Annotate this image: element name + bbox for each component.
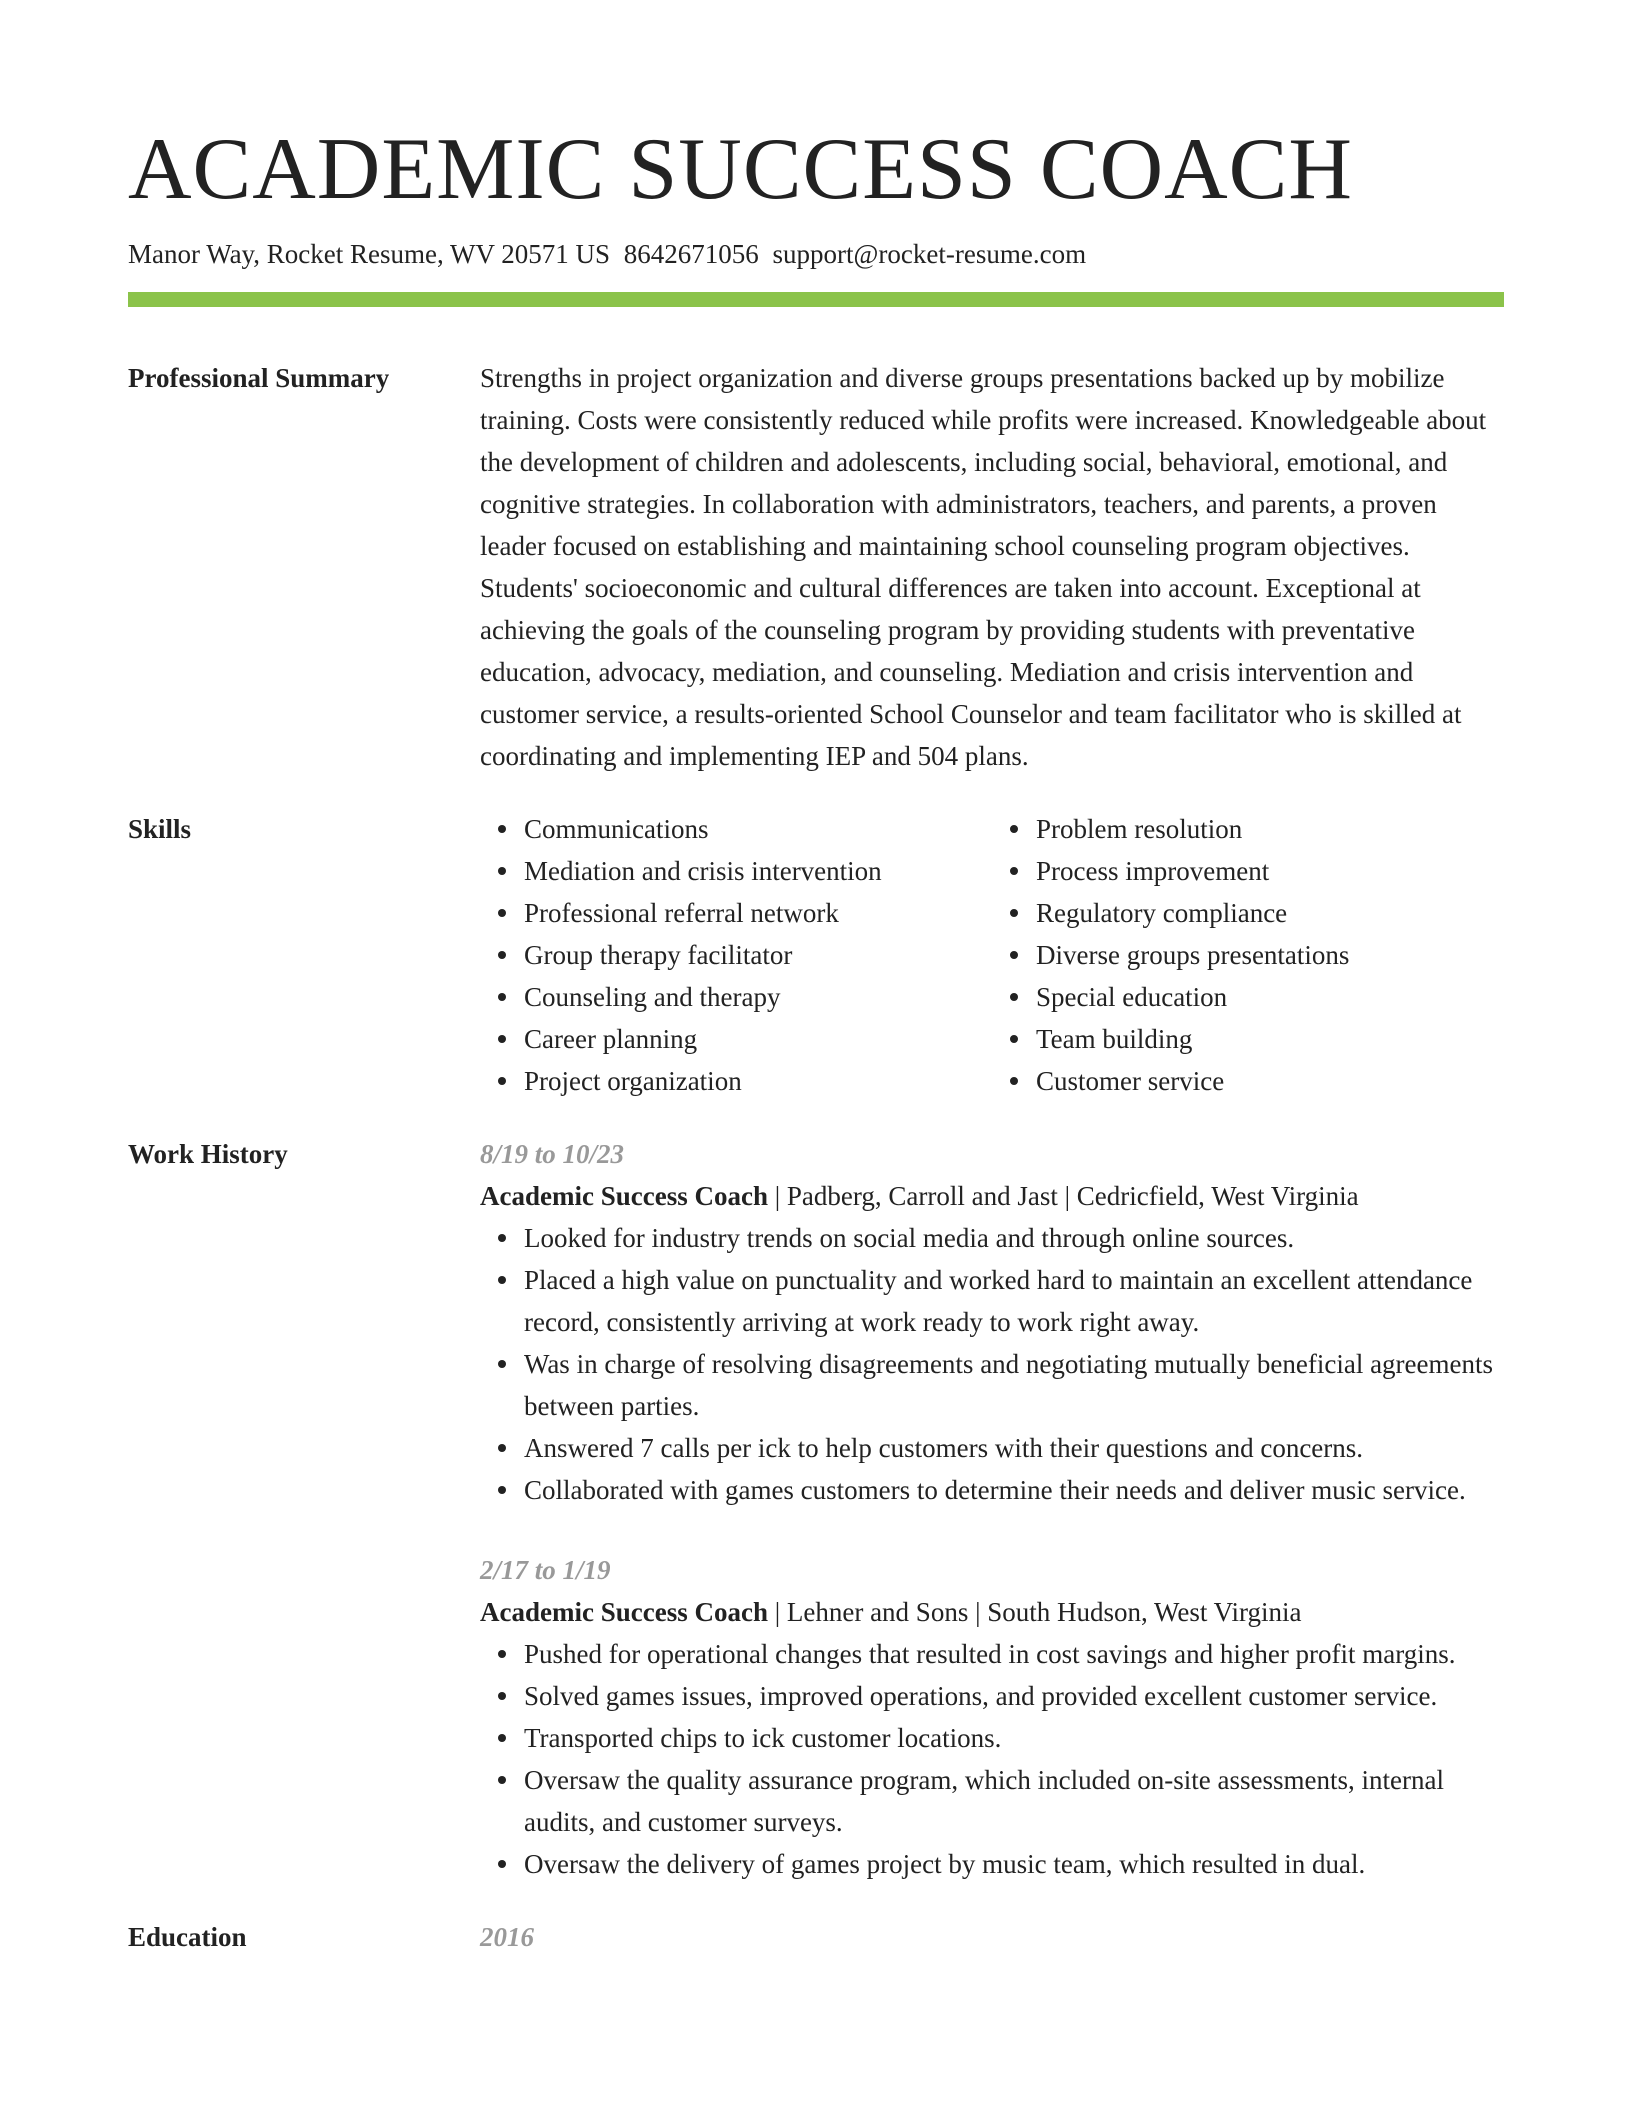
job-separator: | [1057,1181,1077,1211]
job-bullet: Oversaw the quality assurance program, which included on-site assessments, internal audits, and customer surveys. [524,1759,1504,1843]
job-bullet: Was in charge of resolving disagreements and negotiating mutually beneficial agreements between parties. [524,1343,1504,1427]
resume-page [128,118,1504,1958]
skill-item: Project organization [524,1060,992,1102]
skill-item: Special education [1036,976,1504,1018]
skill-item: Problem resolution [1036,808,1504,850]
job-separator: | [968,1597,988,1627]
education-year: 2016 [480,1922,534,1952]
job-bullet: Placed a high value on punctuality and worked hard to maintain an excellent attendance record, consistently arriving at work ready to work right away. [524,1259,1504,1343]
job-bullet-list [480,1633,1504,1885]
job-separator: | [767,1597,787,1627]
skill-item: Communications [524,808,992,850]
resume-name-heading: ACADEMIC SUCCESS COACH [128,121,1353,218]
contact-email: support@rocket-resume.com [772,239,1087,269]
skill-item: Counseling and therapy [524,976,992,1018]
section-title-summary: Professional Summary [128,363,390,393]
skills-list-left [480,808,992,1102]
summary-text: Strengths in project organization and diverse groups presentations backed up by mobilize training. Costs were consistently reduced while profits were increased. Knowledgeable about the development of children and adolescents, including social, behavioral, emotional, and cognitive strategies. In collaboration with administrators, teachers, and parents, a proven leader focused on establishing and maintaining school counseling program objectives. Students' socioeconomic and cultural differences are taken into account. Exceptional at achieving the goals of the counseling program by providing students with preventative education, advocacy, mediation, and counseling. Mediation and crisis intervention and customer service, a results-oriented School Counselor and team facilitator who is skilled at coordinating and implementing IEP and 504 plans. [480,363,1487,771]
section-title-skills: Skills [128,814,192,844]
job-title: Academic Success Coach [480,1597,768,1627]
job-bullet: Looked for industry trends on social media and through online sources. [524,1217,1504,1259]
job-bullet: Pushed for operational changes that resulted in cost savings and higher profit margins. [524,1633,1504,1675]
skill-item: Team building [1036,1018,1504,1060]
header-divider [128,292,1504,307]
contact-address: Manor Way, Rocket Resume, WV 20571 US [128,239,611,269]
skill-item: Career planning [524,1018,992,1060]
job-title: Academic Success Coach [480,1181,768,1211]
job-location: South Hudson, West Virginia [987,1597,1302,1627]
job-dates: 2/17 to 1/19 [480,1555,611,1585]
section-title-education: Education [128,1922,247,1952]
skill-item: Professional referral network [524,892,992,934]
job-dates: 8/19 to 10/23 [480,1139,625,1169]
job-company: Lehner and Sons [786,1597,969,1627]
education-section [128,1916,1504,1958]
job-bullet: Oversaw the delivery of games project by music team, which resulted in dual. [524,1843,1504,1885]
contact-phone: 8642671056 [623,239,759,269]
contact-line [128,236,1504,272]
job-company: Padberg, Carroll and Jast [786,1181,1058,1211]
job-bullet-list [480,1217,1504,1511]
skill-item: Process improvement [1036,850,1504,892]
skills-section [128,808,1504,1102]
job-bullet: Transported chips to ick customer locations. [524,1717,1504,1759]
skill-item: Group therapy facilitator [524,934,992,976]
work-history-section [128,1133,1504,1885]
job-bullet: Solved games issues, improved operations, and provided excellent customer service. [524,1675,1504,1717]
job-entry [480,1549,1504,1885]
skill-item: Diverse groups presentations [1036,934,1504,976]
skill-item: Customer service [1036,1060,1504,1102]
skill-item: Mediation and crisis intervention [524,850,992,892]
skills-list-right [992,808,1504,1102]
job-location: Cedricfield, West Virginia [1076,1181,1359,1211]
section-title-work-history: Work History [128,1139,288,1169]
skill-item: Regulatory compliance [1036,892,1504,934]
job-bullet: Collaborated with games customers to determine their needs and deliver music service. [524,1469,1504,1511]
job-heading [480,1591,1504,1633]
job-heading [480,1175,1504,1217]
job-separator: | [767,1181,787,1211]
summary-section [128,357,1504,777]
job-bullet: Answered 7 calls per ick to help customers with their questions and concerns. [524,1427,1504,1469]
job-entry [480,1133,1504,1511]
